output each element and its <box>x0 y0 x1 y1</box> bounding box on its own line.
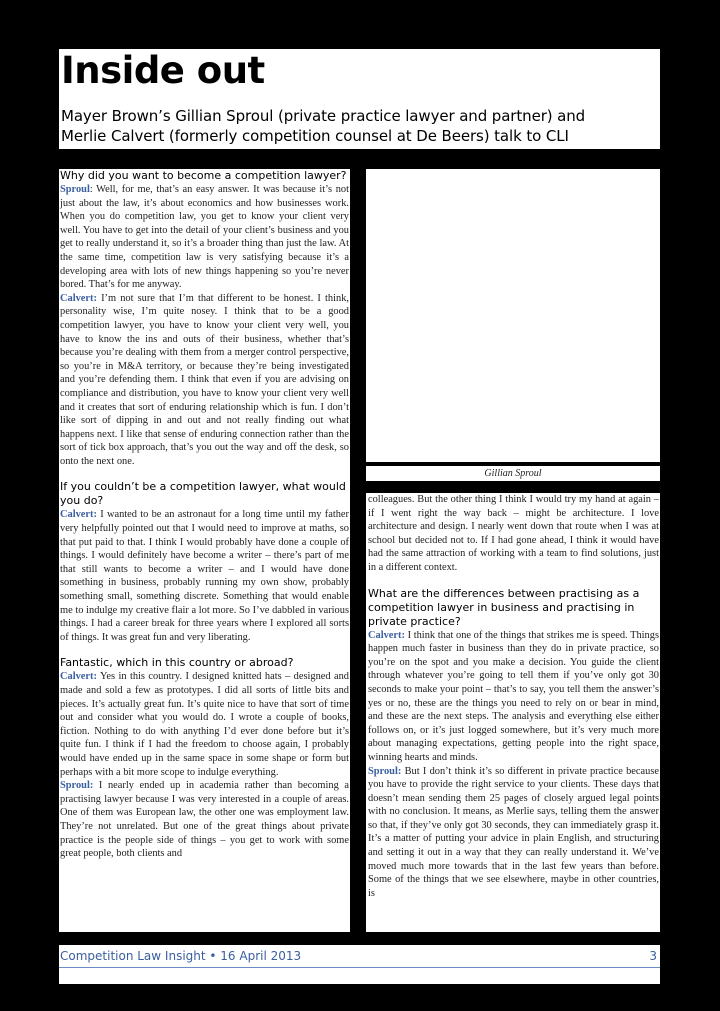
question-heading: Why did you want to become a competition lawyer? <box>60 169 347 182</box>
answer-text: Yes in this country. I designed knitted hats – designed and made and sold a few as prototypes. I did all sorts of little bits and pieces. It’s actually great fun. It’s quite nice to have that sort of time out and consider what you would do. I wrote a couple of books, fiction. Nothing to do with anything I’d ever done before but it’s quite fun. I think if I had the freedom to choose again, I probably would have ended up in the same space in some shape or form but perhaps with a bit more scope to indulge everything. <box>60 671 349 778</box>
publication-line: Competition Law Insight • 16 April 2013 <box>60 949 302 963</box>
answer-continuation: colleagues. But the other thing I think I would try my hand at again – if I went right the way back – might be architecture. I love architecture and design. I nearly went down that route when I was at school but decided not to. If I had gone ahead, I think it would have had the same attraction of working with a team to find solutions, just in a different context. <box>368 494 659 573</box>
answer-paragraph <box>60 292 349 469</box>
photo-caption: Gillian Sproul <box>366 466 660 481</box>
answer-text: I wanted to be an astronaut for a long time until my father very helpfully pointed out that I would need to improve at maths, so that put paid to that. I think I would probably have done a couple of things. I would definitely have become a writer – there’s part of me that still wants to become a writer – and I would have done something in business, probably running my own show, probably something small, something discrete. Something that would enable me to indulge my creative flair a lot more. So I’ve dabbled in various things. I had a career break for three years where I explored all sorts of things. It was great fun and very liberating. <box>60 509 349 643</box>
page-footer <box>59 945 660 984</box>
question-heading: Fantastic, which in this country or abroad? <box>60 656 294 670</box>
answer-paragraph <box>60 779 349 861</box>
article-subtitle: Mayer Brown’s Gillian Sproul (private practice lawyer and partner) and Merlie Calvert (formerly competition counsel at De Beers) talk to CLI <box>61 107 586 145</box>
answer-text: : Well, for me, that’s an easy answer. It was because it’s not just about the law, it’s about economics and how businesses work. When you do competition law, you get to know your client very well. You have to get into the detail of your client’s business and you get to really understand it, so it’s a broader thing than just the law. At the same time, competition law is very satisfying because it’s a developing area with lots of new things happening so you’re never bored. That’s for me anyway. <box>60 184 349 291</box>
footer-rule <box>59 967 660 968</box>
page-number: 3 <box>649 949 657 963</box>
right-column <box>366 493 660 932</box>
article-header <box>59 49 660 149</box>
left-column <box>59 169 350 932</box>
question-heading: What are the differences between practising as a competition lawyer in business and practising in private practice? <box>368 586 640 628</box>
answer-text: I think that one of the things that strikes me is speed. Things happen much faster in business than they do in private practice, so you’re on the spot and you make a decision. You guide the client through whatever you’re going to tell them if you’ve only got 30 seconds to make your point – that’s to say, you tell them the answer’s yes or no, these are the things you need to rely on or bear in mind, and these are the next steps. The analysis and everything else either follows on, or it’s just logged somewhere, but it’s very much more about managing expectations, getting people into the right space, winning hearts and minds. <box>368 629 659 763</box>
answer-text: I’m not sure that I’m that different to be honest. I think, personality wise, I’m quite nosey. I think that to be a good competition lawyer, you have to know your client very well, you have to know the ins and outs of their business, whether that’s because you’re dealing with them from a merger control perspective, so you’re in M&A territory, or because they’re being investigated and you’re defending them. I think that even if you are advising on compliance and distribution, you have to know your client very well and it creates that sort of enduring relationship which is fun. I don’t like sort of dipping in and out and not really finding out what happens next. I like that sense of enduring connection rather than the sort of tick box approach, that’s you out the way and off the desk, so onto the next one. <box>60 292 349 467</box>
speaker-name: Calvert: <box>368 629 405 641</box>
question-heading: If you couldn’t be a competition lawyer, what would you do? <box>60 480 346 508</box>
speaker-name: Calvert: <box>60 671 97 683</box>
answer-paragraph <box>60 183 349 292</box>
answer-text: I nearly ended up in academia rather than becoming a practising lawyer because I was very interested in a couple of areas. One of them was European law, the other one was employment law. They’re not unrelated. But one of the great things about private practice is the people side of things – you get to work with some great people, both clients and <box>60 780 349 860</box>
speaker-name: Sproul: <box>60 780 94 792</box>
speaker-name: Calvert: <box>60 292 97 304</box>
speaker-name: Sproul: <box>368 765 402 777</box>
portrait-photo <box>366 169 660 462</box>
speaker-name: Sproul <box>60 184 90 195</box>
answer-paragraph <box>368 765 659 901</box>
article-title: Inside out <box>61 49 265 92</box>
speaker-name: Calvert: <box>60 509 97 521</box>
answer-paragraph <box>60 508 349 644</box>
answer-paragraph <box>368 629 659 765</box>
answer-paragraph <box>60 670 349 779</box>
answer-text: But I don’t think it’s so different in private practice because you have to provide the right service to your clients. These days that doesn’t mean sending them 25 pages of closely argued legal points with no conclusion. It means, as Merlie says, telling them the answer so that, if they’ve only got 30 seconds, they can immediately grasp it. It’s a matter of putting your advice in plain English, and structuring and setting it out in a way that they can really understand it. We’ve moved much more towards that in the last few years than before. Some of the things that we see elsewhere, maybe in other countries, is <box>368 765 659 899</box>
